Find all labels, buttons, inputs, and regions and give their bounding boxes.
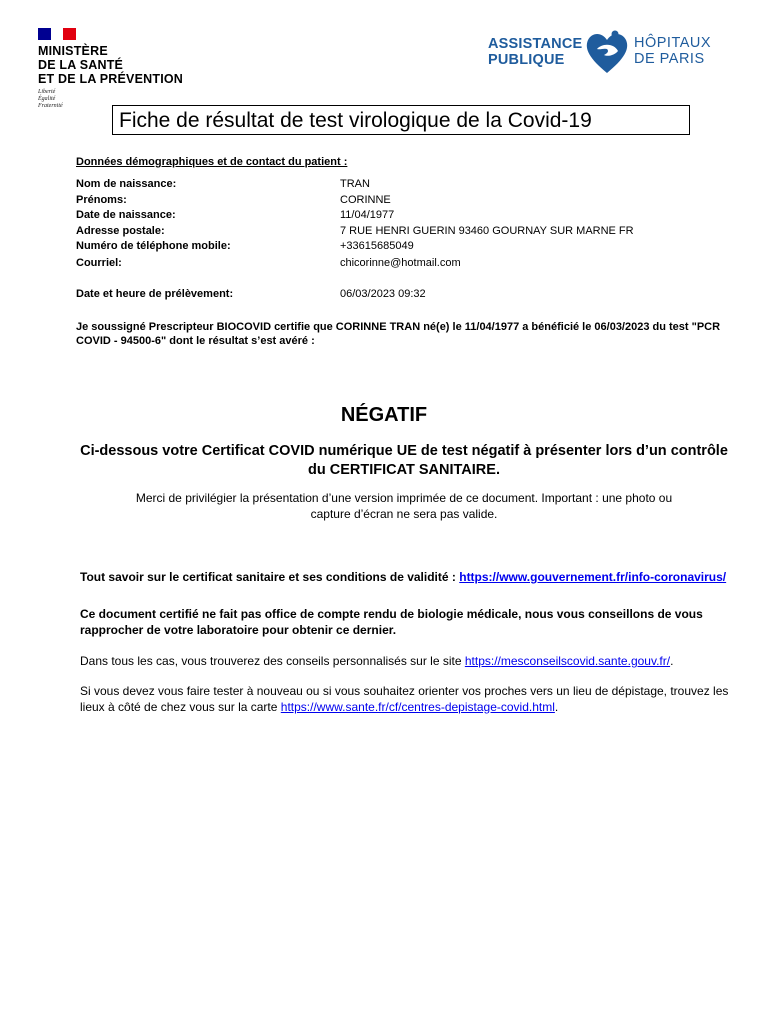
republic-motto [38,89,63,110]
certificate-notice: Ci-dessous votre Certificat COVID numérique UE de test négatif à présenter lors d’un contrôle du CERTIFICAT SANITAIRE. [80,443,728,478]
aphp-logo [488,28,728,76]
mobile-phone-label: Numéro de téléphone mobile: [76,240,231,252]
aphp-heart-logo-icon [582,29,632,75]
info-coronavirus-link[interactable]: https://www.gouvernement.fr/info-coronavirus/ [459,570,727,584]
birth-date-value: 11/04/1977 [340,209,395,221]
aphp-logo-line: PUBLIQUE [488,51,565,68]
email-value: chicorinne@hotmail.com [340,257,461,269]
first-names-value: CORINNE [340,194,391,206]
mesconseilscovid-link[interactable]: https://mesconseilscovid.sante.gouv.fr/ [464,654,671,668]
validity-text: Tout savoir sur le certificat sanitaire et ses conditions de validité : [80,570,460,584]
document-title: Fiche de résultat de test virologique de la Covid-19 [119,109,592,132]
first-names-label: Prénoms: [76,194,127,206]
motto-line: Fraternité [38,103,63,109]
aphp-logo-line: HÔPITAUX [634,35,712,51]
aphp-logo-right-text [634,35,711,67]
aphp-logo-line: DE PARIS [634,51,705,67]
ministry-name-line: MINISTÈRE [38,44,108,58]
testing-centers-link[interactable]: https://www.sante.fr/cf/centres-depistage-covid.html [280,699,555,714]
test-result: NÉGATIF [340,404,428,426]
testing-text: Si vous devez vous faire tester à nouveau ou si vous souhaitez orienter vos proches vers un lieu de dépistage, trouvez les lieux à côté de chez vous sur la carte [80,684,729,714]
email-label: Courriel: [76,257,122,269]
disclaimer-paragraph: Ce document certifié ne fait pas office de compte rendu de biologie médicale, nous vous conseillons de vous rapprocher de votre laboratoire pour obtenir ce dernier. [80,607,703,637]
republique-francaise-flag-icon [38,28,76,40]
advice-text: Dans tous les cas, vous trouverez des conseils personnalisés sur le site [80,654,465,668]
postal-address-label: Adresse postale: [76,225,165,237]
ministry-name-line: ET DE LA PRÉVENTION [38,72,184,86]
patient-section-title: Données démographiques et de contact du patient : [76,156,348,168]
ministry-name [38,44,183,86]
advice-paragraph [80,654,730,670]
postal-address-value: 7 RUE HENRI GUERIN 93460 GOURNAY SUR MARNE FR [340,225,634,237]
advice-end: . [670,654,674,668]
sampling-datetime-label: Date et heure de prélèvement: [76,288,234,300]
ministry-name-line: DE LA SANTÉ [38,58,124,72]
mobile-phone-value: +33615685049 [340,240,414,252]
motto-line: Liberté [38,89,56,95]
testing-paragraph [80,684,730,715]
document-title-box [112,105,690,135]
printed-version-notice: Merci de privilégier la présentation d’une version imprimée de ce document. Important : une photo ou capture d’écran ne sera pas valide. [135,491,673,521]
sampling-datetime-value: 06/03/2023 09:32 [340,288,426,300]
aphp-logo-line: ASSISTANCE [488,36,583,52]
birth-date-label: Date de naissance: [76,209,176,221]
validity-paragraph [80,570,730,586]
birth-name-value: TRAN [340,178,370,190]
testing-end: . [554,699,559,714]
aphp-logo-left-text [488,37,582,68]
motto-line: Égalité [38,96,56,102]
birth-name-label: Nom de naissance: [76,178,177,190]
attestation-text: Je soussigné Prescripteur BIOCOVID certifie que CORINNE TRAN né(e) le 11/04/1977 a bénéficié le 06/03/2023 du test "PCR COVID - 94500-6" dont le résultat s’est avéré : [76,321,721,347]
